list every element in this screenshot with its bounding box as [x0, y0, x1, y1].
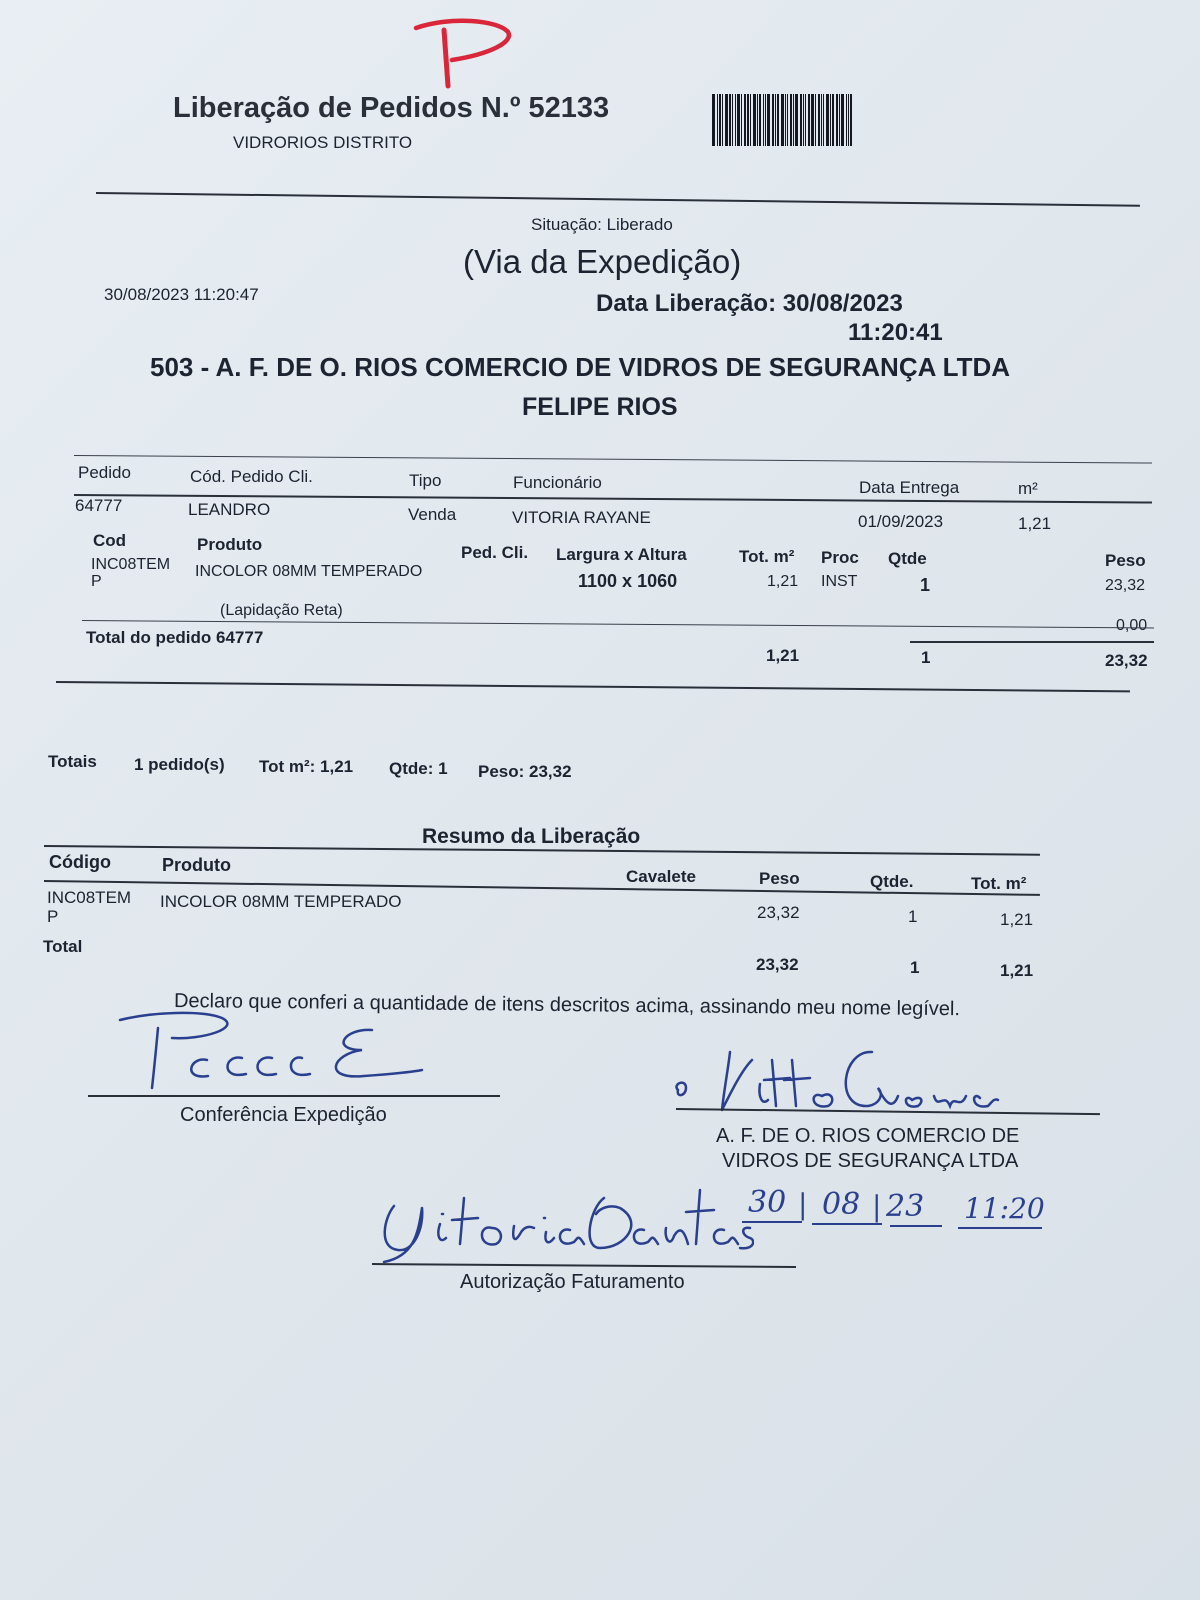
order-bottom-line: [56, 681, 1130, 692]
order-total-qtde: 1: [921, 648, 931, 667]
header-data-entrega: Data Entrega: [859, 478, 960, 497]
svg-text:11:20: 11:20: [964, 1192, 1045, 1225]
summary-total-peso: 23,32: [756, 955, 799, 974]
item-cod-line1: INC08TEM: [91, 556, 171, 573]
svg-text:30: 30: [748, 1185, 787, 1220]
header-m2: m²: [1018, 479, 1038, 498]
barcode: [712, 94, 896, 146]
order-cod-pedido-cli: LEANDRO: [188, 500, 271, 519]
totals-peso: Peso: 23,32: [478, 762, 572, 781]
summary-qtde: 1: [908, 907, 918, 926]
summary-header-produto: Produto: [162, 855, 231, 875]
summary-peso: 23,32: [757, 903, 800, 922]
order-total-line: [910, 641, 1154, 643]
item-note-peso: 0,00: [1116, 617, 1148, 634]
signature-autorizacao: [374, 1178, 754, 1268]
situacao-text: Situação: Liberado: [531, 215, 673, 234]
declaration-text: Declaro que conferi a quantidade de itens descritos acima, assinando meu nome legível.: [173, 990, 961, 1021]
item-header-dimensions: Largura x Altura: [556, 545, 687, 564]
totals-tot-m2: Tot m²: 1,21: [259, 757, 354, 776]
summary-header-qtde: Qtde.: [870, 872, 914, 891]
order-data-entrega: 01/09/2023: [858, 512, 944, 531]
header-tipo: Tipo: [409, 471, 442, 490]
via-label: (Via da Expedição): [463, 243, 742, 280]
item-produto: INCOLOR 08MM TEMPERADO: [195, 563, 423, 580]
item-header-peso: Peso: [1105, 551, 1146, 570]
svg-text:|: |: [872, 1190, 882, 1223]
item-header-proc: Proc: [821, 548, 859, 567]
handwritten-p-annotation: [410, 14, 520, 94]
summary-header-codigo: Código: [49, 852, 111, 872]
label-cliente-line2: VIDROS DE SEGURANÇA LTDA: [722, 1150, 1019, 1172]
header-funcionario: Funcionário: [513, 473, 602, 492]
customer-company: 503 - A. F. DE O. RIOS COMERCIO DE VIDROS DE SEGURANÇA LTDA: [150, 352, 1011, 382]
item-cod-line2: P: [91, 573, 102, 590]
hora-liberacao: 11:20:41: [848, 319, 943, 346]
order-total-label: Total do pedido 64777: [86, 628, 264, 647]
item-header-ped-cli: Ped. Cli.: [461, 543, 529, 562]
summary-produto: INCOLOR 08MM TEMPERADO: [160, 892, 402, 911]
item-header-produto: Produto: [197, 535, 263, 554]
order-table-top-line: [74, 455, 1152, 464]
item-tot-m2: 1,21: [767, 573, 799, 590]
customer-contact: FELIPE RIOS: [522, 393, 678, 421]
handwritten-date: [742, 1182, 1072, 1232]
label-cliente-line1: A. F. DE O. RIOS COMERCIO DE: [716, 1125, 1020, 1147]
item-header-qtde: Qtde: [888, 549, 927, 568]
svg-text:23: 23: [886, 1189, 925, 1224]
item-dimensions: 1100 x 1060: [578, 571, 678, 591]
order-pedido: 64777: [75, 496, 123, 515]
summary-header-tot-m2: Tot. m²: [971, 874, 1027, 893]
summary-tot-m2: 1,21: [1000, 910, 1034, 929]
totals-pedidos: 1 pedido(s): [134, 755, 225, 774]
order-funcionario: VITORIA RAYANE: [512, 508, 651, 527]
order-m2: 1,21: [1018, 514, 1052, 533]
summary-total-qtde: 1: [910, 958, 920, 977]
item-header-cod: Cod: [93, 531, 127, 550]
summary-total-label: Total: [43, 937, 83, 956]
summary-codigo-line1: INC08TEM: [47, 888, 132, 907]
label-conferencia: Conferência Expedição: [180, 1104, 387, 1126]
order-total-peso: 23,32: [1105, 651, 1148, 670]
order-tipo: Venda: [408, 505, 457, 524]
svg-text:|: |: [798, 1188, 808, 1221]
document-title: Liberação de Pedidos N.º 52133: [173, 92, 610, 124]
totals-qtde: Qtde: 1: [389, 759, 448, 778]
header-cod-pedido-cli: Cód. Pedido Cli.: [190, 467, 313, 486]
item-header-tot-m2: Tot. m²: [739, 547, 795, 566]
order-total-tot-m2: 1,21: [766, 646, 800, 665]
header-pedido: Pedido: [78, 463, 131, 482]
summary-total-tot-m2: 1,21: [1000, 961, 1034, 980]
summary-codigo-line2: P: [47, 907, 59, 926]
totals-label: Totais: [48, 752, 97, 771]
svg-text:08: 08: [822, 1187, 861, 1222]
item-peso: 23,32: [1105, 577, 1146, 594]
signature-line-conferencia: [88, 1095, 500, 1097]
data-liberacao: Data Liberação: 30/08/2023: [596, 290, 903, 317]
label-autorizacao: Autorização Faturamento: [460, 1271, 685, 1293]
summary-title: Resumo da Liberação: [422, 825, 641, 848]
document-subtitle: VIDRORIOS DISTRITO: [233, 133, 413, 152]
signature-conferencia: [112, 1010, 432, 1100]
header-divider: [96, 192, 1140, 207]
item-note: (Lapidação Reta): [220, 602, 343, 619]
summary-header-peso: Peso: [759, 869, 800, 888]
item-qtde: 1: [920, 575, 931, 595]
printed-timestamp: 30/08/2023 11:20:47: [104, 285, 259, 304]
item-proc: INST: [821, 573, 858, 590]
summary-header-cavalete: Cavalete: [626, 867, 696, 886]
